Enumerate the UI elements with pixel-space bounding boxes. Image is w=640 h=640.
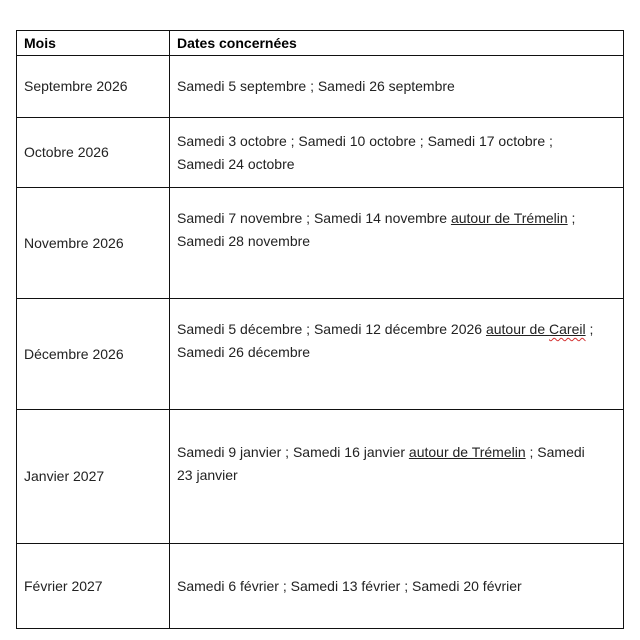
- dates-cell: [170, 188, 624, 299]
- table-row: [17, 299, 624, 410]
- location-link[interactable]: autour de Trémelin: [408, 444, 526, 460]
- dates-text: Samedi 28 novembre: [177, 233, 311, 249]
- dates-cell: [170, 410, 624, 544]
- dates-cell: [170, 299, 624, 410]
- dates-text: ;: [585, 321, 594, 337]
- table-row: [17, 410, 624, 544]
- dates-cell: [170, 544, 624, 629]
- dates-text: Samedi 3 octobre ; Samedi 10 octobre ; Samedi 17 octobre ;: [177, 132, 553, 149]
- dates-text: ; Samedi: [525, 444, 585, 460]
- table-row: [17, 544, 624, 629]
- dates-cell: [170, 56, 624, 118]
- dates-text: ;: [567, 210, 576, 226]
- month-cell: Octobre 2026: [17, 118, 170, 188]
- month-cell: Janvier 2027: [17, 410, 170, 544]
- location-link[interactable]: autour de Trémelin: [450, 210, 568, 226]
- header-month: Mois: [17, 31, 170, 56]
- month-cell: Février 2027: [17, 544, 170, 629]
- schedule-table: [16, 30, 624, 629]
- header-dates: Dates concernées: [170, 31, 624, 56]
- dates-text: Samedi 9 janvier ; Samedi 16 janvier: [177, 444, 409, 460]
- location-link-prefix: autour de: [485, 321, 550, 337]
- dates-text: 23 janvier: [177, 467, 238, 483]
- month-cell: Septembre 2026: [17, 56, 170, 118]
- dates-text: Samedi 24 octobre: [177, 155, 295, 172]
- month-cell: Novembre 2026: [17, 188, 170, 299]
- dates-text: Samedi 6 février ; Samedi 13 février ; Samedi 20 février: [177, 577, 522, 594]
- dates-text: Samedi 26 décembre: [177, 344, 311, 360]
- dates-cell: [170, 118, 624, 188]
- month-cell: Décembre 2026: [17, 299, 170, 410]
- dates-text: Samedi 5 décembre ; Samedi 12 décembre 2026: [177, 321, 486, 337]
- table-row: [17, 188, 624, 299]
- dates-text: Samedi 5 septembre ; Samedi 26 septembre: [177, 78, 455, 94]
- table-row: [17, 56, 624, 118]
- dates-text: Samedi 7 novembre ; Samedi 14 novembre: [177, 210, 451, 226]
- spellcheck-flagged-word: Careil: [549, 321, 586, 337]
- table-header-row: [17, 31, 624, 56]
- location-link[interactable]: [486, 321, 586, 337]
- table-row: [17, 118, 624, 188]
